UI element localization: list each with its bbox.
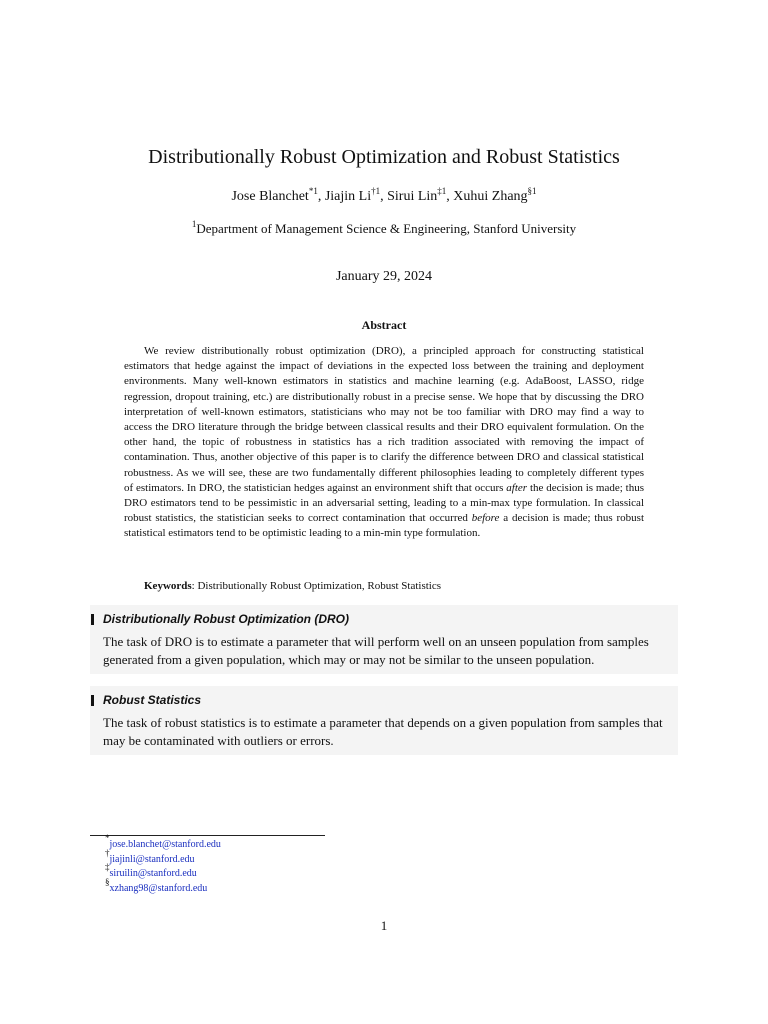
author-list [0,187,768,207]
definition-title [103,611,666,627]
author-name: Jiajin Li [324,189,372,204]
author-separator: , [446,189,454,204]
abstract-body [124,344,644,542]
abstract-heading: Abstract [361,318,407,332]
keywords-line [144,578,441,594]
author-name: Jose Blanchet [231,189,309,204]
email-link[interactable]: siruilin@stanford.edu [109,868,197,879]
section-bar-marker [91,695,94,706]
definition-body: The task of DRO is to estimate a parameter that will perform well on an unseen population from samples generated from a given population, which may or may not be similar to the unseen population. [103,634,649,667]
keywords-text: : Distributionally Robust Optimization, Robust Statistics [191,580,442,592]
publication-date: January 29, 2024 [335,269,433,284]
definition-title-text: Robust Statistics [103,693,202,707]
abstract-text: the decision is made; thus DRO estimators tend to be pessimistic in an adversarial setting, leading to a min-max type formulation. In classical robust statistics, the statistician seeks to correct contamination that occurred [124,481,644,525]
affiliation-mark: 1 [191,219,197,229]
author-separator: , [380,189,388,204]
keywords-label: Keywords [144,580,192,592]
author-name: Sirui Lin [387,189,438,204]
abstract-emphasis-before: before [471,512,500,525]
author-marks: †1 [371,186,381,196]
email-link[interactable]: xzhang98@stanford.edu [109,882,208,894]
author-separator: , [317,189,325,204]
abstract-emphasis-after: after [506,481,528,494]
email-link[interactable]: jiajinli@stanford.edu [109,853,195,865]
footnote-item [105,862,221,882]
author-marks: ‡1 [437,186,447,196]
definition-box-dro [90,605,678,674]
page-number: 1 [380,918,388,933]
paper-title: Distributionally Robust Optimization and Robust Statistics [148,146,620,168]
email-link[interactable]: jose.blanchet@stanford.edu [109,839,221,850]
affiliation-text: Department of Management Science & Engineering, Stanford University [196,221,577,236]
footnote-item [105,847,221,868]
affiliation [0,219,768,239]
definition-title [103,692,666,708]
footnotes [105,833,221,896]
definition-body: The task of robust statistics is to estimate a parameter that depends on a given population from samples that may be contaminated with outliers or errors. [103,715,663,748]
footnote-mark: § [105,876,110,887]
author-name: Xuhui Zhang [453,189,528,204]
definition-title-text: Distributionally Robust Optimization (DRO) [103,612,349,626]
footnote-mark: ‡ [105,862,110,872]
footnote-item [105,876,221,897]
definition-box-robust-statistics [90,686,678,755]
footnote-mark: * [105,833,110,843]
footnote-rule [90,835,325,836]
abstract-text: We review distributionally robust optimization (DRO), a principled approach for constructing statistical estimators that hedge against the impact of deviations in the expected loss between the training and deployment environments. Many well-known estimators in statistics and machine learning (e.g. AdaBoost, LASSO, ridge regression, dropout training, etc.) are distributionally robust in a precise sense. We hope that by discussing the DRO interpretation of well-known estimators, statisticians who may not be too familiar with DRO may find a way to access the DRO literature through the bridge between classical results and their DRO equivalent formulation. On the other hand, the topic of robustness in statistics has a rich tradition associated with removing the impact of contamination. Thus, another objective of this paper is to clarify the difference between DRO and classical statistical robustness. As we will see, these are two fundamentally different philosophies leading to completely different types of estimators. In DRO, the statistician hedges against an environment shift that occurs [124,345,644,494]
author-marks: *1 [308,186,318,196]
footnote-item [105,833,221,853]
abstract-text: a decision is made; thus robust statistical estimators tend to be optimistic leading to a min-min type formulation. [124,512,645,540]
section-bar-marker [91,614,94,625]
footnote-mark: † [105,847,110,858]
author-marks: §1 [527,186,537,196]
